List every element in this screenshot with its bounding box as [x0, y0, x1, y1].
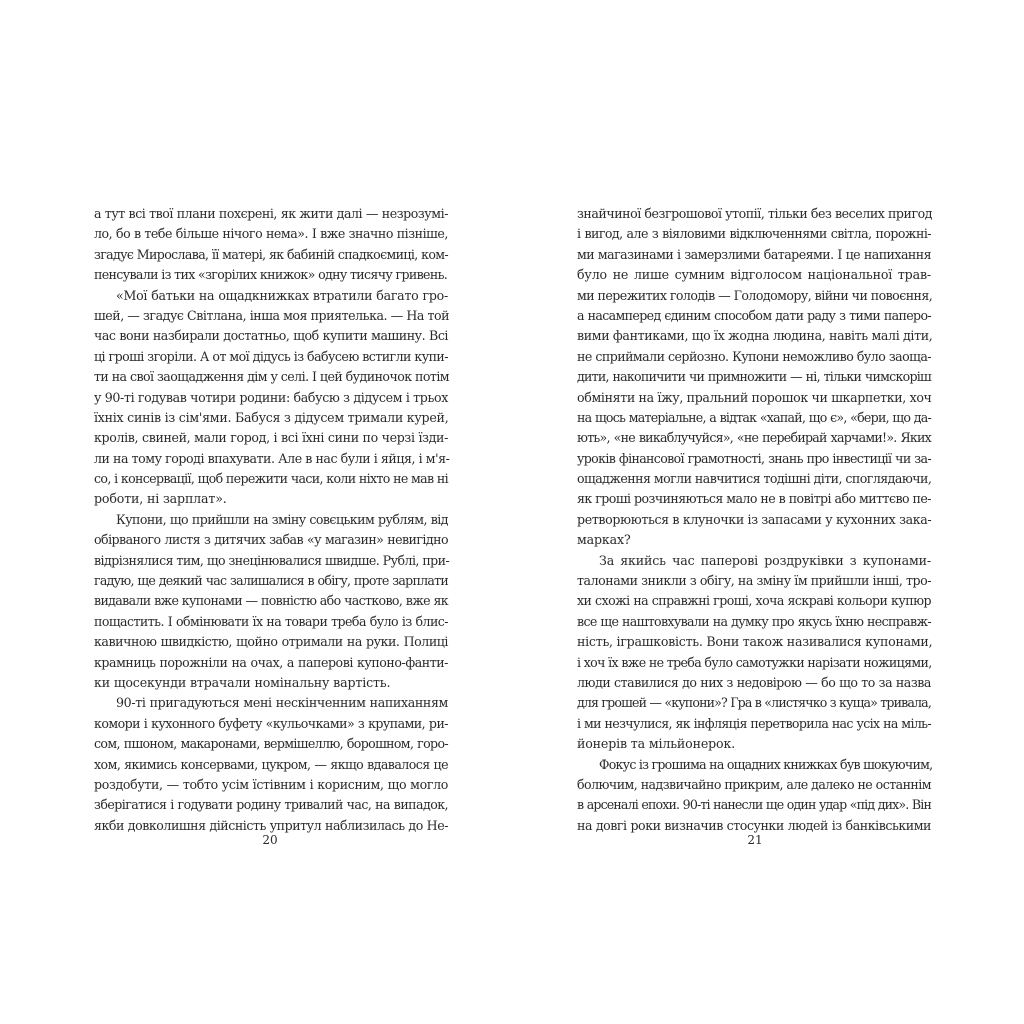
text-line: ти на свої заощадження дім у селі. І цей будиночок потім [94, 369, 450, 385]
text-line: і хоч їх вже не треба було самотужки нарізати ножицями, [577, 654, 932, 670]
text-line: роботи, ні зарплат». [94, 491, 227, 507]
text-line: якби довколишня дійсність упритул наблизилась до Не- [94, 817, 448, 833]
text-line: ють», «не викаблучуйся», «не перебирай харчами!». Яких [577, 430, 931, 446]
text-line: у 90-ті годував чотири родини: бабусю з дідусем і трьох [94, 389, 448, 405]
text-line: пенсували із тих «згорілих книжок» одну тисячу гривень. [94, 267, 448, 283]
text-line: дити, накопичити чи примножити — ні, тільки чимскоріш [577, 369, 931, 385]
text-line: крамниць порожніли на очах, а паперові купоно-фанти- [94, 654, 448, 670]
text-line: не сприймали серйозно. Купони неможливо було заоща- [577, 348, 931, 364]
text-line: ми магазинами і замерзлими батареями. І це напихання [577, 246, 931, 262]
text-line: все ще наштовхували на думку про якусь їхню несправж- [577, 613, 931, 629]
left-page-number: 20 [262, 833, 278, 847]
text-line: кавичною швидкістю, щойно отримали на руки. Полиці [94, 634, 448, 650]
text-line: час вони назбирали достатньо, щоб купити машину. Всі [94, 328, 448, 344]
text-line: пощастить. І обмінювати їх на товари треба було із блис- [94, 613, 448, 629]
text-line: і вигод, але з віяловими відключеннями світла, порожні- [577, 226, 931, 242]
text-line: 90-ті пригадуються мені нескінченним напиханням [116, 695, 448, 711]
text-line: люди ставилися до них з недовірою — бо що то за назва [577, 674, 931, 690]
text-line: ощадження могли навчитися тодішні діти, споглядаючи, [577, 471, 932, 487]
text-line: знайчиної безгрошової утопії, тільки без веселих пригод [577, 206, 933, 221]
text-line: ність, іграшковість. Вони також називалися купонами, [577, 634, 933, 650]
text-line: ли на тому городі впахувати. Але в нас були і яйця, і м'я- [94, 450, 450, 466]
text-line: шей, — згадує Світлана, інша моя приятелька. — На той [94, 307, 450, 323]
right-page-number: 21 [747, 833, 763, 847]
text-line: їхніх синів із сім'ями. Бабуся з дідусем тримали курей, [94, 409, 449, 425]
text-line: було не лише сумним відголосом національної трав- [577, 267, 931, 283]
text-line: і ми незчулися, як інфляція перетворила нас усіх на міль- [577, 715, 931, 731]
text-line: талонами зникли з обігу, на зміну їм прийшли інші, тро- [577, 573, 932, 589]
text-line: Купони, що прийшли на зміну совєцьким рублям, від [116, 511, 448, 527]
text-line: вими фантиками, що їх жодна людина, навіть малі діти, [577, 328, 933, 344]
text-line: згадує Мирослава, її матері, як бабиній спадкоємиці, ком- [94, 246, 448, 262]
text-line: «Мої батьки на ощадкнижках втратили багато гро- [116, 287, 448, 303]
text-line: сом, пшоном, макаронами, вермішеллю, борошном, горо- [94, 736, 448, 752]
text-line: хи схожі на справжні гроші, хоча яскраві кольори купюр [577, 593, 931, 609]
text-line: кролів, свиней, мали город, і всі їхні сини по черзі їзди- [94, 430, 448, 446]
text-line: відрізнялися тим, що знецінювалися швидше. Рублі, при- [94, 552, 450, 568]
text-line: со, і консервації, щоб пережити часи, коли ніхто не мав ні [94, 471, 448, 487]
text-line: в арсеналі епохи. 90-ті нанесли ще один удар «під дих». Він [577, 797, 931, 813]
text-line: За якийсь час паперові роздруківки з купонами- [599, 552, 931, 568]
text-line: Фокус із грошима на ощадних книжках був шокуючим, [599, 756, 933, 772]
text-line: на довгі роки визначив стосунки людей із банківськими [577, 817, 931, 833]
text-line: хом, якимись консервами, цукром, — якщо вдавалося це [94, 756, 448, 772]
text-line: роздобути, — тобто усім їстівним і корисним, що могло [94, 776, 448, 792]
text-line: а тут всі твої плани похєрені, як жити далі — незрозумі- [94, 206, 448, 221]
text-line: на щось матеріальне, а відтак «хапай, що є», «бери, що да- [577, 409, 931, 425]
text-line: ки щосекунди втрачали номінальну вартість. [94, 674, 391, 690]
text-line: болючим, надзвичайно прикрим, але далеко не останнім [577, 776, 931, 792]
text-line: йонерів та мільйонерок. [577, 736, 736, 752]
text-line: а насамперед єдиним способом дати раду з тими паперо- [577, 307, 931, 323]
text-line: обірваного листя з дитячих забав «у магазин» невигідно [94, 532, 448, 548]
text-line: видавали вже купонами — повністю або частково, вже як [94, 593, 448, 609]
text-line: обміняти на їжу, пральний порошок чи шкарпетки, хоч [577, 389, 932, 405]
text-line: для грошей — «купони»? Гра в «листячко з куща» тривала, [577, 695, 931, 711]
text-line: комори і кухонного буфету «кульочками» з крупами, ри- [94, 715, 448, 731]
text-line: ці гроші згоріли. А от мої дідусь із бабусею встигли купи- [94, 348, 448, 364]
text-line: ми пережитих голодів — Голодомору, війни чи повоєння, [577, 287, 933, 303]
text-line: марках? [577, 532, 631, 548]
text-line: ло, бо в тебе більше нічого нема». І вже значно пізніше, [94, 226, 448, 242]
text-line: як гроші розчиняються мало не в повітрі або миттєво пе- [577, 491, 931, 507]
text-line: ретворюються в клуночки із запасами у кухонних зака- [577, 511, 932, 527]
text-line: зберігатися і годувати родину тривалий час, на випадок, [94, 797, 448, 813]
text-line: уроків фінансової грамотності, знань про інвестиції чи за- [577, 450, 931, 466]
text-line: гадую, ще деякий час залишалися в обігу, проте зарплати [94, 573, 448, 589]
right-page [577, 204, 931, 836]
left-page [94, 204, 448, 836]
